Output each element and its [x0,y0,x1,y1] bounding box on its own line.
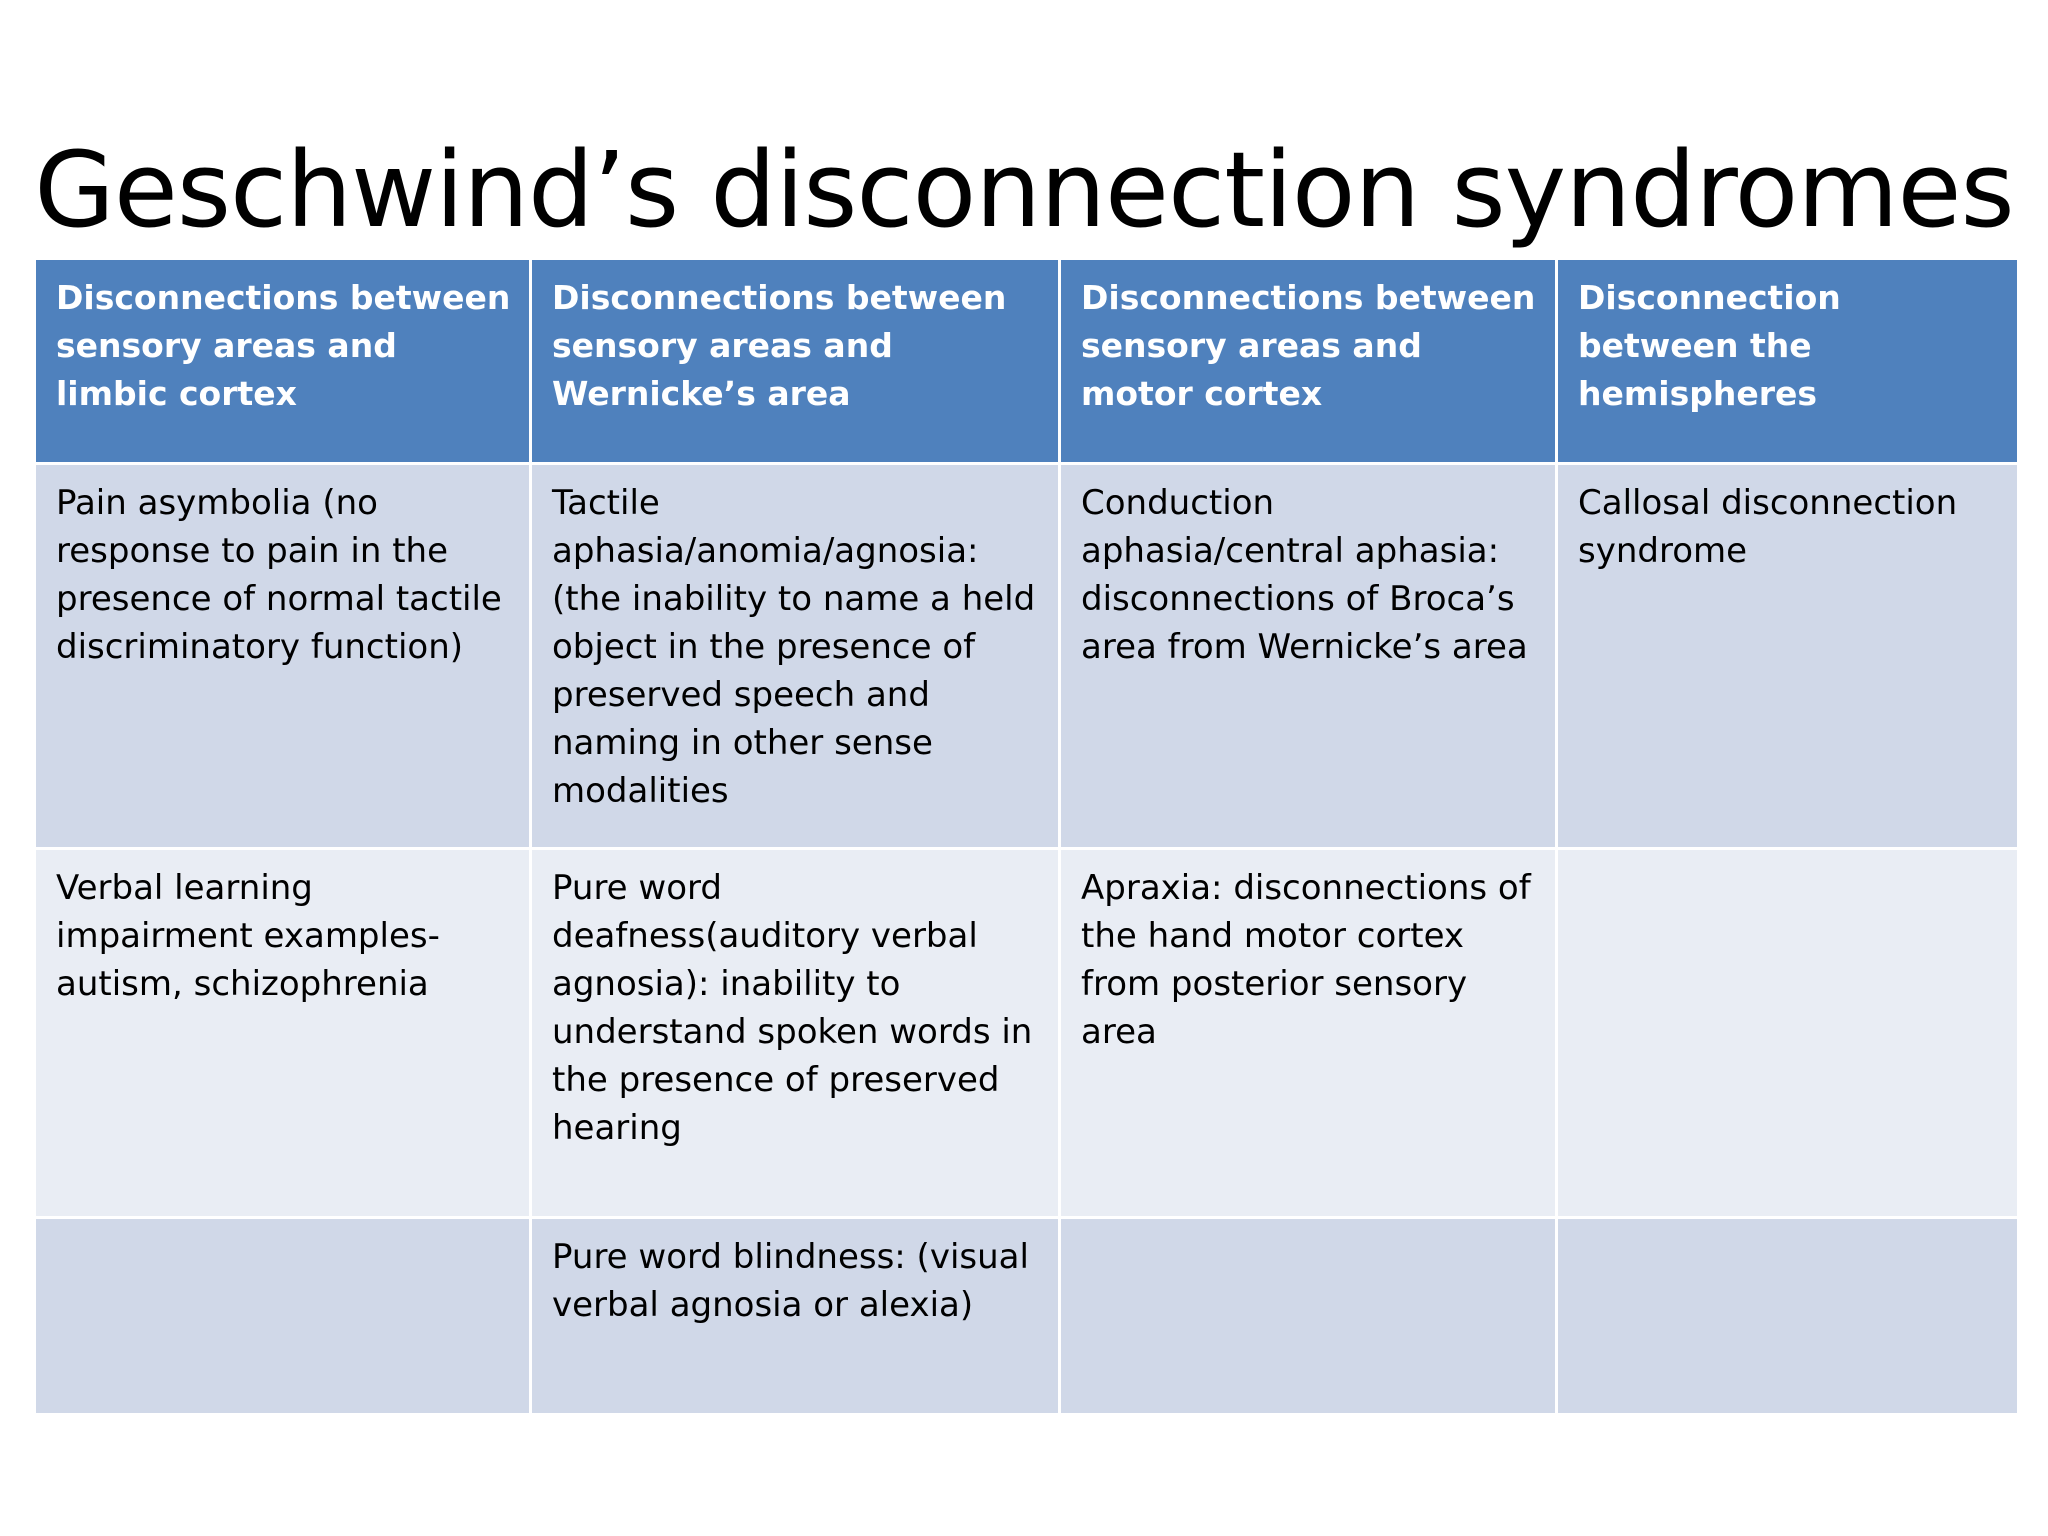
table-cell: Verbal learning impairment examples- autism, schizophrenia [35,849,531,1218]
header-limbic-cortex: Disconnections between sensory areas and limbic cortex [35,259,531,464]
header-motor-cortex: Disconnections between sensory areas and motor cortex [1060,259,1557,464]
table-cell: Pain asymbolia (no response to pain in the presence of normal tactile discriminatory function) [35,464,531,849]
table-cell-empty [35,1218,531,1415]
table-cell: Callosal disconnection syndrome [1557,464,2019,849]
disconnection-syndromes-table [33,257,2020,1416]
table-cell: Tactile aphasia/anomia/agnosia: (the inability to name a held object in the presence of preserved speech and naming in other sense modalities [531,464,1060,849]
table-row [35,849,2019,1218]
table-cell-empty [1060,1218,1557,1415]
table-header-row [35,259,2019,464]
slide-title: Geschwind’s disconnection syndromes [34,129,2014,251]
table-cell: Pure word blindness: (visual verbal agnosia or alexia) [531,1218,1060,1415]
table-cell: Conduction aphasia/central aphasia: disconnections of Broca’s area from Wernicke’s area [1060,464,1557,849]
table-cell-empty [1557,1218,2019,1415]
header-hemispheres: Disconnection between the hemispheres [1557,259,2019,464]
table-cell: Apraxia: disconnections of the hand motor cortex from posterior sensory area [1060,849,1557,1218]
table-row [35,464,2019,849]
header-wernickes-area: Disconnections between sensory areas and Wernicke’s area [531,259,1060,464]
table-row [35,1218,2019,1415]
table-cell-empty [1557,849,2019,1218]
table-cell: Pure word deafness(auditory verbal agnosia): inability to understand spoken words in the presence of preserved hearing [531,849,1060,1218]
